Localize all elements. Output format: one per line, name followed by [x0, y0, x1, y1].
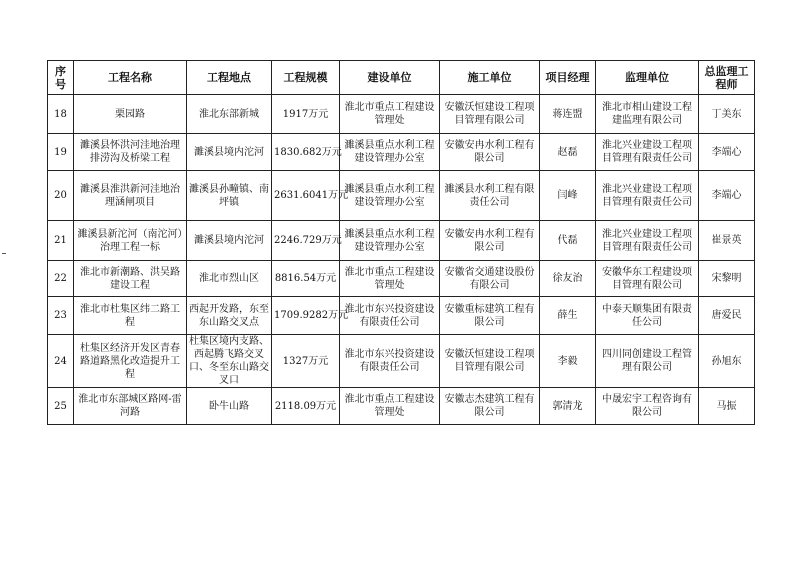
header-owner: 建设单位 [340, 61, 440, 95]
table-row [48, 388, 755, 425]
cell-owner: 淮北市重点工程建设管理处 [340, 95, 440, 134]
cell-scale: 8816.54万元 [272, 261, 340, 297]
cell-no: 22 [48, 261, 74, 297]
cell-no: 25 [48, 388, 74, 425]
cell-chief: 丁美东 [699, 95, 755, 134]
cell-chief: 李端心 [699, 171, 755, 221]
cell-name: 濉溪县怀洪河洼地治理排涝沟及桥梁工程 [74, 134, 187, 171]
cell-name: 淮北市东部城区路网-雷河路 [74, 388, 187, 425]
cell-scale: 1709.9282万元 [272, 297, 340, 335]
cell-owner: 淮北市重点工程建设管理处 [340, 388, 440, 425]
cell-chief: 崔景英 [699, 221, 755, 261]
cell-location: 濉溪县境内沱河 [187, 221, 272, 261]
header-scale: 工程规模 [272, 61, 340, 95]
cell-name: 栗园路 [74, 95, 187, 134]
cell-owner: 濉溪县重点水利工程建设管理办公室 [340, 171, 440, 221]
cell-owner: 濉溪县重点水利工程建设管理办公室 [340, 134, 440, 171]
cell-chief: 孙旭东 [699, 335, 755, 388]
cell-contractor: 安徽志杰建筑工程有限公司 [440, 388, 540, 425]
cell-supervisor: 安徽华东工程建设项目管理有限公司 [596, 261, 699, 297]
cell-location: 淮北东部新城 [187, 95, 272, 134]
cell-manager: 李毅 [540, 335, 596, 388]
header-contractor: 施工单位 [440, 61, 540, 95]
cell-owner: 淮北市重点工程建设管理处 [340, 261, 440, 297]
cell-no: 21 [48, 221, 74, 261]
header-location: 工程地点 [187, 61, 272, 95]
table-header-row [48, 61, 755, 95]
header-name: 工程名称 [74, 61, 187, 95]
table-row [48, 221, 755, 261]
cell-no: 23 [48, 297, 74, 335]
cell-supervisor: 淮北兴业建设工程项目管理有限责任公司 [596, 221, 699, 261]
projects-table [47, 60, 755, 425]
cell-scale: 2631.6041万元 [272, 171, 340, 221]
cell-location: 卧牛山路 [187, 388, 272, 425]
cell-location: 濉溪县境内沱河 [187, 134, 272, 171]
cell-manager: 代磊 [540, 221, 596, 261]
cell-chief: 宋黎明 [699, 261, 755, 297]
cell-supervisor: 中泰天顺集团有限责任公司 [596, 297, 699, 335]
cell-no: 20 [48, 171, 74, 221]
cell-supervisor: 淮北兴业建设工程项目管理有限责任公司 [596, 134, 699, 171]
cell-no: 19 [48, 134, 74, 171]
cell-supervisor: 淮北兴业建设工程项目管理有限责任公司 [596, 171, 699, 221]
cell-manager: 赵磊 [540, 134, 596, 171]
cell-scale: 2246.729万元 [272, 221, 340, 261]
table-row [48, 297, 755, 335]
cell-chief: 马振 [699, 388, 755, 425]
cell-contractor: 安徽沃恒建设工程项目管理有限公司 [440, 95, 540, 134]
cell-name: 淮北市新潮路、洪吴路建设工程 [74, 261, 187, 297]
cell-name: 淮北市杜集区纬二路工程 [74, 297, 187, 335]
cell-location: 濉溪县孙疃镇、南坪镇 [187, 171, 272, 221]
cell-manager: 闫峰 [540, 171, 596, 221]
cell-contractor: 安徽安冉水利工程有限公司 [440, 134, 540, 171]
cell-scale: 1917万元 [272, 95, 340, 134]
cell-name: 濉溪县淮洪新河洼地治理涵闸项目 [74, 171, 187, 221]
cell-location: 杜集区境内支路、西起腾飞路交叉口、冬至东山路交叉口 [187, 335, 272, 388]
table-row [48, 95, 755, 134]
cell-chief: 李端心 [699, 134, 755, 171]
cell-contractor: 安徽省交通建设股份有限公司 [440, 261, 540, 297]
table-row [48, 134, 755, 171]
cell-no: 18 [48, 95, 74, 134]
cell-name: 杜集区经济开发区青春路道路黑化改造提升工程 [74, 335, 187, 388]
header-chief: 总监理工程师 [699, 61, 755, 95]
table-row [48, 261, 755, 297]
header-manager: 项目经理 [540, 61, 596, 95]
margin-mark [2, 253, 6, 254]
header-no: 序号 [48, 61, 74, 95]
cell-chief: 唐爱民 [699, 297, 755, 335]
table-row [48, 335, 755, 388]
header-supervisor: 监理单位 [596, 61, 699, 95]
cell-scale: 2118.09万元 [272, 388, 340, 425]
cell-contractor: 濉溪县水利工程有限责任公司 [440, 171, 540, 221]
cell-name: 濉溪县新沱河（南沱河）治理工程一标 [74, 221, 187, 261]
cell-manager: 徐友治 [540, 261, 596, 297]
table-row [48, 171, 755, 221]
cell-contractor: 安徽重标建筑工程有限公司 [440, 297, 540, 335]
cell-no: 24 [48, 335, 74, 388]
cell-owner: 淮北市东兴投资建设有限责任公司 [340, 297, 440, 335]
cell-scale: 1327万元 [272, 335, 340, 388]
cell-owner: 淮北市东兴投资建设有限责任公司 [340, 335, 440, 388]
cell-manager: 蒋连盟 [540, 95, 596, 134]
cell-supervisor: 淮北市相山建设工程建监理有限公司 [596, 95, 699, 134]
cell-supervisor: 四川同创建设工程管理有限公司 [596, 335, 699, 388]
cell-contractor: 安徽安冉水利工程有限公司 [440, 221, 540, 261]
cell-manager: 郭清龙 [540, 388, 596, 425]
cell-location: 淮北市烈山区 [187, 261, 272, 297]
cell-supervisor: 中晟宏宇工程咨询有限公司 [596, 388, 699, 425]
cell-contractor: 安徽沃恒建设工程项目管理有限公司 [440, 335, 540, 388]
cell-location: 西起开发路，东至东山路交叉点 [187, 297, 272, 335]
cell-owner: 濉溪县重点水利工程建设管理办公室 [340, 221, 440, 261]
cell-manager: 薛生 [540, 297, 596, 335]
cell-scale: 1830.682万元 [272, 134, 340, 171]
